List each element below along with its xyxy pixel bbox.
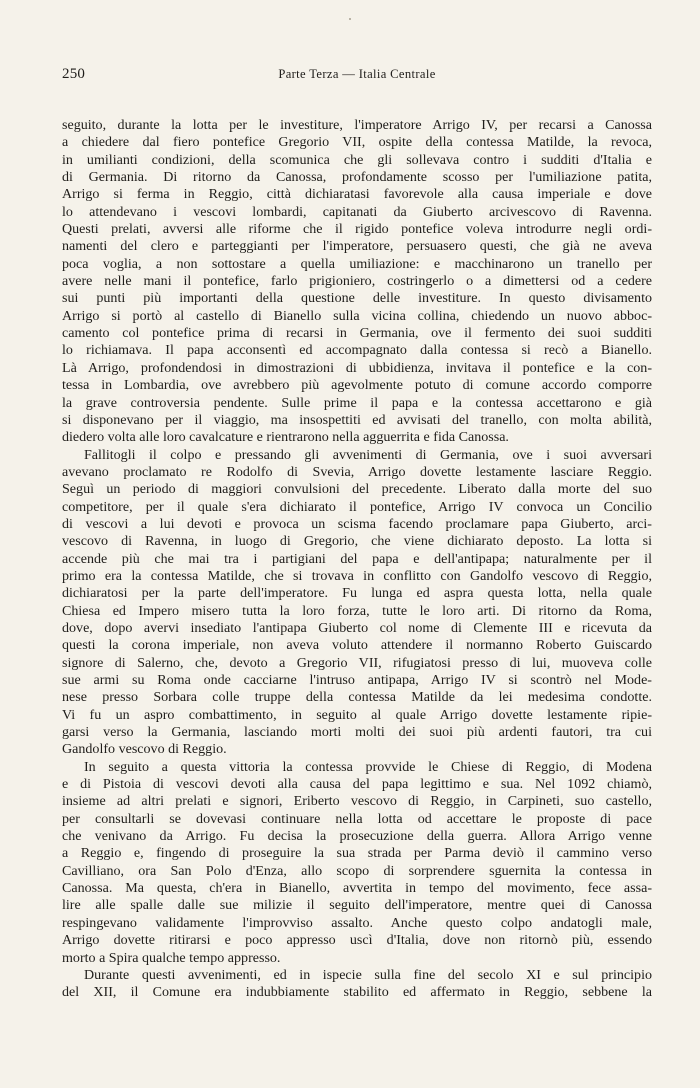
text-line: Durante questi avvenimenti, ed in ispecie sulla fine del secolo XI e sul principio bbox=[84, 966, 652, 983]
text-line: Arrigo si portò al castello di Bianello sulla vicina collina, chiedendo un nuovo abboc- bbox=[62, 307, 652, 324]
text-line: di vescovi a lui devoti e provoca un scisma facendo proclamare papa Giuberto, arci- bbox=[62, 515, 652, 532]
text-line: lire alle spalle dalle sue milizie il seguito dell'imperatore, mentre quei di Canossa bbox=[62, 897, 652, 914]
text-line: a Reggio e, fingendo di proseguire la sua strada per Parma deviò il cammino verso bbox=[62, 845, 652, 862]
text-line: tessa in Lombardia, ove avrebbero più agevolmente potuto di comune accordo comporre bbox=[62, 377, 652, 394]
text-line: vescovo di Ravenna, in luogo di Gregorio, che viene dichiarato deposto. La lotta si bbox=[62, 533, 652, 550]
text-line: seguito, durante la lotta per le investiture, l'imperatore Arrigo IV, per recarsi a Canossa bbox=[62, 117, 652, 133]
text-line: la grave controversia pendente. Sulle prime il papa e la contessa accettarono e già bbox=[62, 394, 652, 411]
text-line: del XII, il Comune era indubbiamente stabilito ed affermato in Reggio, sebbene la bbox=[62, 984, 652, 1001]
text-line: insieme ad altri prelati e signori, Eriberto vescovo di Reggio, in Carpineti, suo castello, bbox=[62, 793, 652, 810]
text-line: lo richiamava. Il papa acconsentì ed accompagnato dalla contessa si recò a Bianello. bbox=[62, 342, 652, 359]
text-line: signore di Salerno, che, devoto a Gregorio VII, rifugiatosi presso di lui, muoveva colle bbox=[62, 654, 652, 671]
running-title: Parte Terza — Italia Centrale bbox=[278, 67, 436, 81]
text-line: Questi prelati, avversi alle riforme che il rigido pontefice voleva introdurre negli ordi- bbox=[62, 221, 652, 238]
text-line: Chiesa ed Impero misero tutta la loro forza, tutte le loro arti. Di ritorno da Roma, bbox=[62, 602, 652, 619]
text-line: diedero volta alle loro cavalcature e rientrarono nella agguerrita e fida Canossa. bbox=[62, 429, 509, 446]
text-line: Arrigo dovette ritirarsi e poco appresso uscì d'Italia, dove non ritornò più, essendo bbox=[62, 932, 652, 949]
text-line: Là Arrigo, profondendosi in dimostrazioni di ubbidienza, invitava il pontefice e la con- bbox=[62, 359, 652, 376]
text-line: di Germania. Di ritorno da Canossa, profondamente scosso per l'umiliazione patita, bbox=[62, 169, 652, 186]
text-line: camento col pontefice prima di recarsi in Germania, ove il fermento dei suoi sudditi bbox=[62, 325, 652, 342]
text-line: avere nelle mani il pontefice, farlo prigioniero, costringerlo o a dimettersi od a cedere bbox=[62, 273, 652, 290]
text-line: Cavilliano, ora San Polo d'Enza, allo scopo di sorprendere sguernita la contessa in bbox=[62, 862, 652, 879]
text-line: garsi verso la Germania, lasciando morti molti dei suoi più ardenti fautori, tra cui bbox=[62, 724, 652, 741]
text-line: accende più che mai tra i partigiani del papa e dell'antipapa; naturalmente per il bbox=[62, 550, 652, 567]
body-text bbox=[62, 117, 652, 1002]
text-line: che venivano da Arrigo. Fu decisa la prosecuzione della guerra. Allora Arrigo venne bbox=[62, 828, 652, 845]
text-line: primo era la contessa Matilde, che si trovava in conflitto con Gandolfo vescovo di Reggio, bbox=[62, 567, 652, 584]
text-line: Fallitogli il colpo e pressando gli avvenimenti di Germania, ove i suoi avversari bbox=[84, 446, 652, 463]
text-line: namenti del clero e parteggianti per l'imperatore, persuasero questi, che già ne aveva bbox=[62, 238, 652, 255]
text-line: In seguito a questa vittoria la contessa provvide le Chiese di Reggio, di Modena bbox=[84, 758, 652, 775]
text-line: Vi fu un aspro combattimento, in seguito al quale Arrigo dovette lestamente ripie- bbox=[62, 706, 652, 723]
page-number: 250 bbox=[62, 66, 86, 82]
text-line: poca voglia, a non sottostare a quella umiliazione: e macchinarono un tranello per bbox=[62, 255, 652, 272]
text-line: in umilianti condizioni, della scomunica che gli sollevava contro i sudditi d'Italia e bbox=[62, 151, 652, 168]
text-line: dove, dopo avervi insediato l'antipapa Giuberto col nome di Clemente III e ricevuta da bbox=[62, 619, 652, 636]
text-line: morto a Spira qualche tempo appresso. bbox=[62, 949, 281, 966]
text-line: per consultarli se dovevasi continuare nella lotta od accettare le proposte di pace bbox=[62, 810, 652, 827]
text-line: Canossa. Ma questa, ch'era in Bianello, avvertita in tempo del movimento, fece assa- bbox=[62, 880, 652, 897]
text-line: Seguì un periodo di maggiori convulsioni del precedente. Liberato dalla morte del suo bbox=[62, 481, 652, 498]
printer-mark bbox=[349, 18, 351, 20]
text-line: sue armi su Roma onde cacciarne l'intruso antipapa, Arrigo IV si scontrò nel Mode- bbox=[62, 672, 652, 688]
text-line: questi la corona imperiale, non aveva voluto attendere il normanno Roberto Guiscardo bbox=[62, 637, 652, 654]
text-line: e di Pistoia di vescovi devoti alla causa del papa legittimo e sua. Nel 1092 chiamò, bbox=[62, 776, 652, 793]
text-line: a chiedere dal fiero pontefice Gregorio VII, ospite della contessa Matilde, la revoca, bbox=[62, 134, 652, 151]
text-line: avevano proclamato re Rodolfo di Svevia, Arrigo dovette lestamente lasciare Reggio. bbox=[62, 463, 652, 480]
text-line: respingevano validamente l'improvviso assalto. Anche questo colpo andatogli male, bbox=[62, 914, 652, 931]
text-line: dichiaratosi per la parte dell'imperatore. Fu lunga ed aspra questa lotta, nella quale bbox=[62, 585, 652, 602]
text-line: Gandolfo vescovo di Reggio. bbox=[62, 741, 227, 758]
text-line: sui punti più importanti della questione delle investiture. In questo divisamento bbox=[62, 290, 652, 307]
text-line: nese presso Sorbara colle truppe della contessa Matilde da lei medesima condotte. bbox=[62, 689, 652, 706]
text-line: si disponevano per il viaggio, ma insospettiti ed avvisati del tranello, con molta abilità, bbox=[62, 411, 652, 428]
page-header bbox=[62, 65, 652, 83]
text-line: Arrigo si ferma in Reggio, città dichiaratasi favorevole alla causa imperiale e dove bbox=[62, 186, 652, 203]
text-line: competitore, per il quale s'era dichiarato il pontefice, Arrigo IV convoca un Concilio bbox=[62, 498, 652, 515]
text-line: lo attendevano i vescovi lombardi, capitanati da Giuberto arcivescovo di Ravenna. bbox=[62, 203, 652, 220]
